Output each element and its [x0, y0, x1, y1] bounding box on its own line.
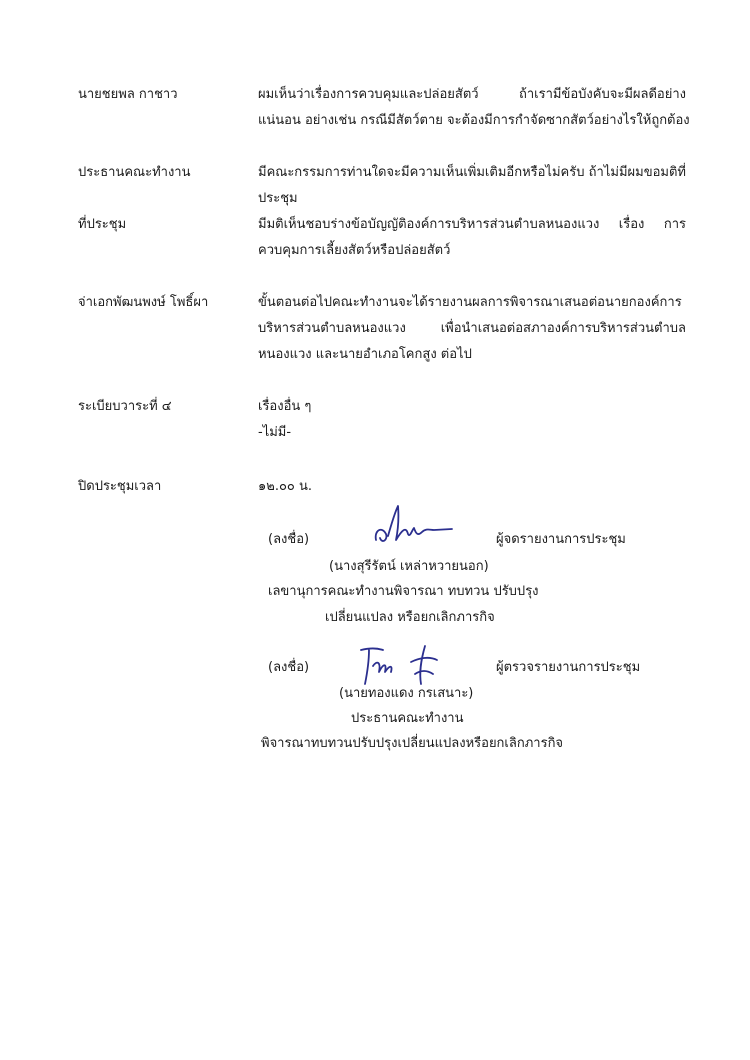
agenda-item-label: ระเบียบวาระที่ ๔	[78, 399, 172, 414]
reviewer-title: ประธานคณะทำงาน	[351, 711, 464, 726]
closing-time	[258, 474, 686, 500]
speaker-name: จ่าเอกพัฒนพงษ์ โพธิ์ผา	[78, 295, 209, 310]
sign-label: (ลงชื่อ)	[268, 660, 310, 675]
agenda-topic: เรื่องอื่น ๆ	[258, 399, 312, 414]
reporter-signature	[368, 500, 458, 550]
reviewer-signature	[355, 640, 445, 688]
statement-line: ควบคุมการเลี้ยงสัตว์หรือปล่อยสัตว์	[258, 243, 451, 258]
statement-line: ผมเห็นว่าเรื่องการควบคุมและปล่อยสัตว์ ถ้าเรามีข้อบังคับจะมีผลดีอย่าง	[258, 87, 686, 102]
statement-line: ประชุม	[258, 191, 298, 206]
agenda-note: -ไม่มี-	[258, 425, 292, 440]
reviewer-title: พิจารณาทบทวนปรับปรุงเปลี่ยนแปลงหรือยกเลิกภารกิจ	[261, 736, 564, 751]
resolution-statement	[258, 212, 686, 264]
speaker-name: ที่ประชุม	[78, 217, 127, 232]
speaker-statement	[258, 82, 690, 134]
statement-line: มีคณะกรรมการท่านใดจะมีความเห็นเพิ่มเติมอีกหรือไม่ครับ ถ้าไม่มีผมขอมติที่	[258, 165, 686, 180]
reporter-name: (นางสุรีรัตน์ เหล่าหวายนอก)	[329, 559, 489, 574]
reporter-role: ผู้จดรายงานการประชุม	[496, 532, 626, 547]
speaker-name: ประธานคณะทำงาน	[78, 165, 191, 180]
reporter-title: เลขานุการคณะทำงานพิจารณา ทบทวน ปรับปรุง	[268, 584, 539, 599]
closing-time-value: ๑๒.๐๐ น.	[258, 479, 312, 494]
speaker-name: นายชยพล กาชาว	[78, 87, 178, 102]
sign-label: (ลงชื่อ)	[268, 532, 310, 547]
statement-line: แน่นอน อย่างเช่น กรณีมีสัตว์ตาย จะต้องมีการกำจัดซากสัตว์อย่างไรให้ถูกต้อง	[258, 113, 690, 128]
statement-line: มีมติเห็นชอบร่างข้อบัญญัติองค์การบริหารส่วนตำบลหนองแวง เรื่อง การ	[258, 217, 686, 232]
statement-line: บริหารส่วนตำบลหนองแวง เพื่อนำเสนอต่อสภาองค์การบริหารส่วนตำบล	[258, 321, 686, 336]
speaker-statement	[258, 290, 686, 368]
reviewer-role: ผู้ตรวจรายงานการประชุม	[496, 660, 641, 675]
reviewer-name: (นายทองแดง กรเสนาะ)	[339, 686, 474, 701]
statement-line: หนองแวง และนายอำเภอโคกสูง ต่อไป	[258, 347, 472, 362]
statement-line: ขั้นตอนต่อไปคณะทำงานจะได้รายงานผลการพิจารณาเสนอต่อนายกองค์การ	[258, 295, 682, 310]
reporter-title: เปลี่ยนแปลง หรือยกเลิกภารกิจ	[325, 610, 495, 625]
closing-label: ปิดประชุมเวลา	[78, 479, 162, 494]
speaker-statement	[258, 160, 686, 212]
agenda-item-content	[258, 394, 686, 446]
